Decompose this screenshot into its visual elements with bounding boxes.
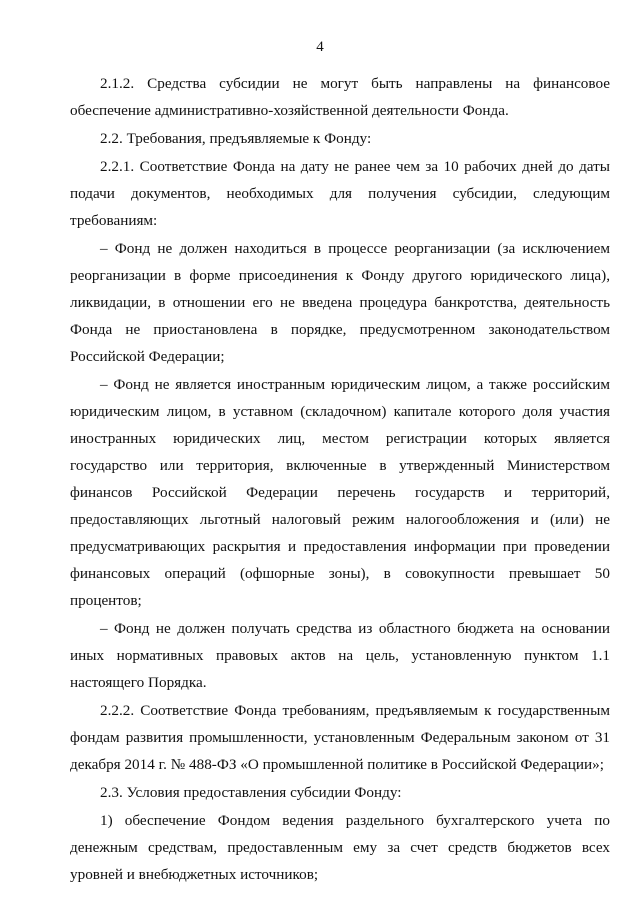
document-body [70, 70, 610, 889]
paragraph-2-2-heading: 2.2. Требования, предъявляемые к Фонду: [100, 130, 372, 147]
list-item-regional-budget: – Фонд не должен получать средства из областного бюджета на основании иных нормативных правовых актов на цель, установленную пунктом 1.1 настоящего Порядка. [70, 620, 610, 691]
paragraph-2-3-heading: 2.3. Условия предоставления субсидии Фонду: [100, 784, 402, 801]
page-number: 4 [316, 39, 324, 55]
paragraph-2-2-1: 2.2.1. Соответствие Фонда на дату не ранее чем за 10 рабочих дней до даты подачи документов, необходимых для получения субсидии, следующим требованиям: [70, 158, 610, 229]
list-item-foreign-entity: – Фонд не является иностранным юридическим лицом, а также российским юридическим лицом, в уставном (складочном) капитале которого доля участия иностранных юридических лиц, местом регистрации которых является государство или территория, включенные в утвержденный Министерством финансов Российской Федерации перечень государств и территорий, предоставляющих льготный налоговый режим налогообложения и (или) не предусматривающих раскрытия и предоставления информации при проведении финансовых операций (офшорные зоны), в совокупности превышает 50 процентов; [70, 376, 610, 609]
paragraph-condition-1: 1) обеспечение Фондом ведения раздельного бухгалтерского учета по денежным средствам, предоставленным ему за счет средств бюджетов всех уровней и внебюджетных источников; [70, 812, 610, 883]
paragraph-2-1-2: 2.1.2. Средства субсидии не могут быть направлены на финансовое обеспечение административно-хозяйственной деятельности Фонда. [70, 75, 610, 119]
list-item-reorganization: – Фонд не должен находиться в процессе реорганизации (за исключением реорганизации в форме присоединения к Фонду другого юридического лица), ликвидации, в отношении его не введена процедура банкротства, деятельность Фонда не приостановлена в порядке, предусмотренном законодательством Российской Федерации; [70, 240, 610, 365]
paragraph-2-2-2: 2.2.2. Соответствие Фонда требованиям, предъявляемым к государственным фондам развития промышленности, установленным Федеральным законом от 31 декабря 2014 г. № 488-ФЗ «О промышленной политике в Российской Федерации»; [70, 702, 610, 773]
